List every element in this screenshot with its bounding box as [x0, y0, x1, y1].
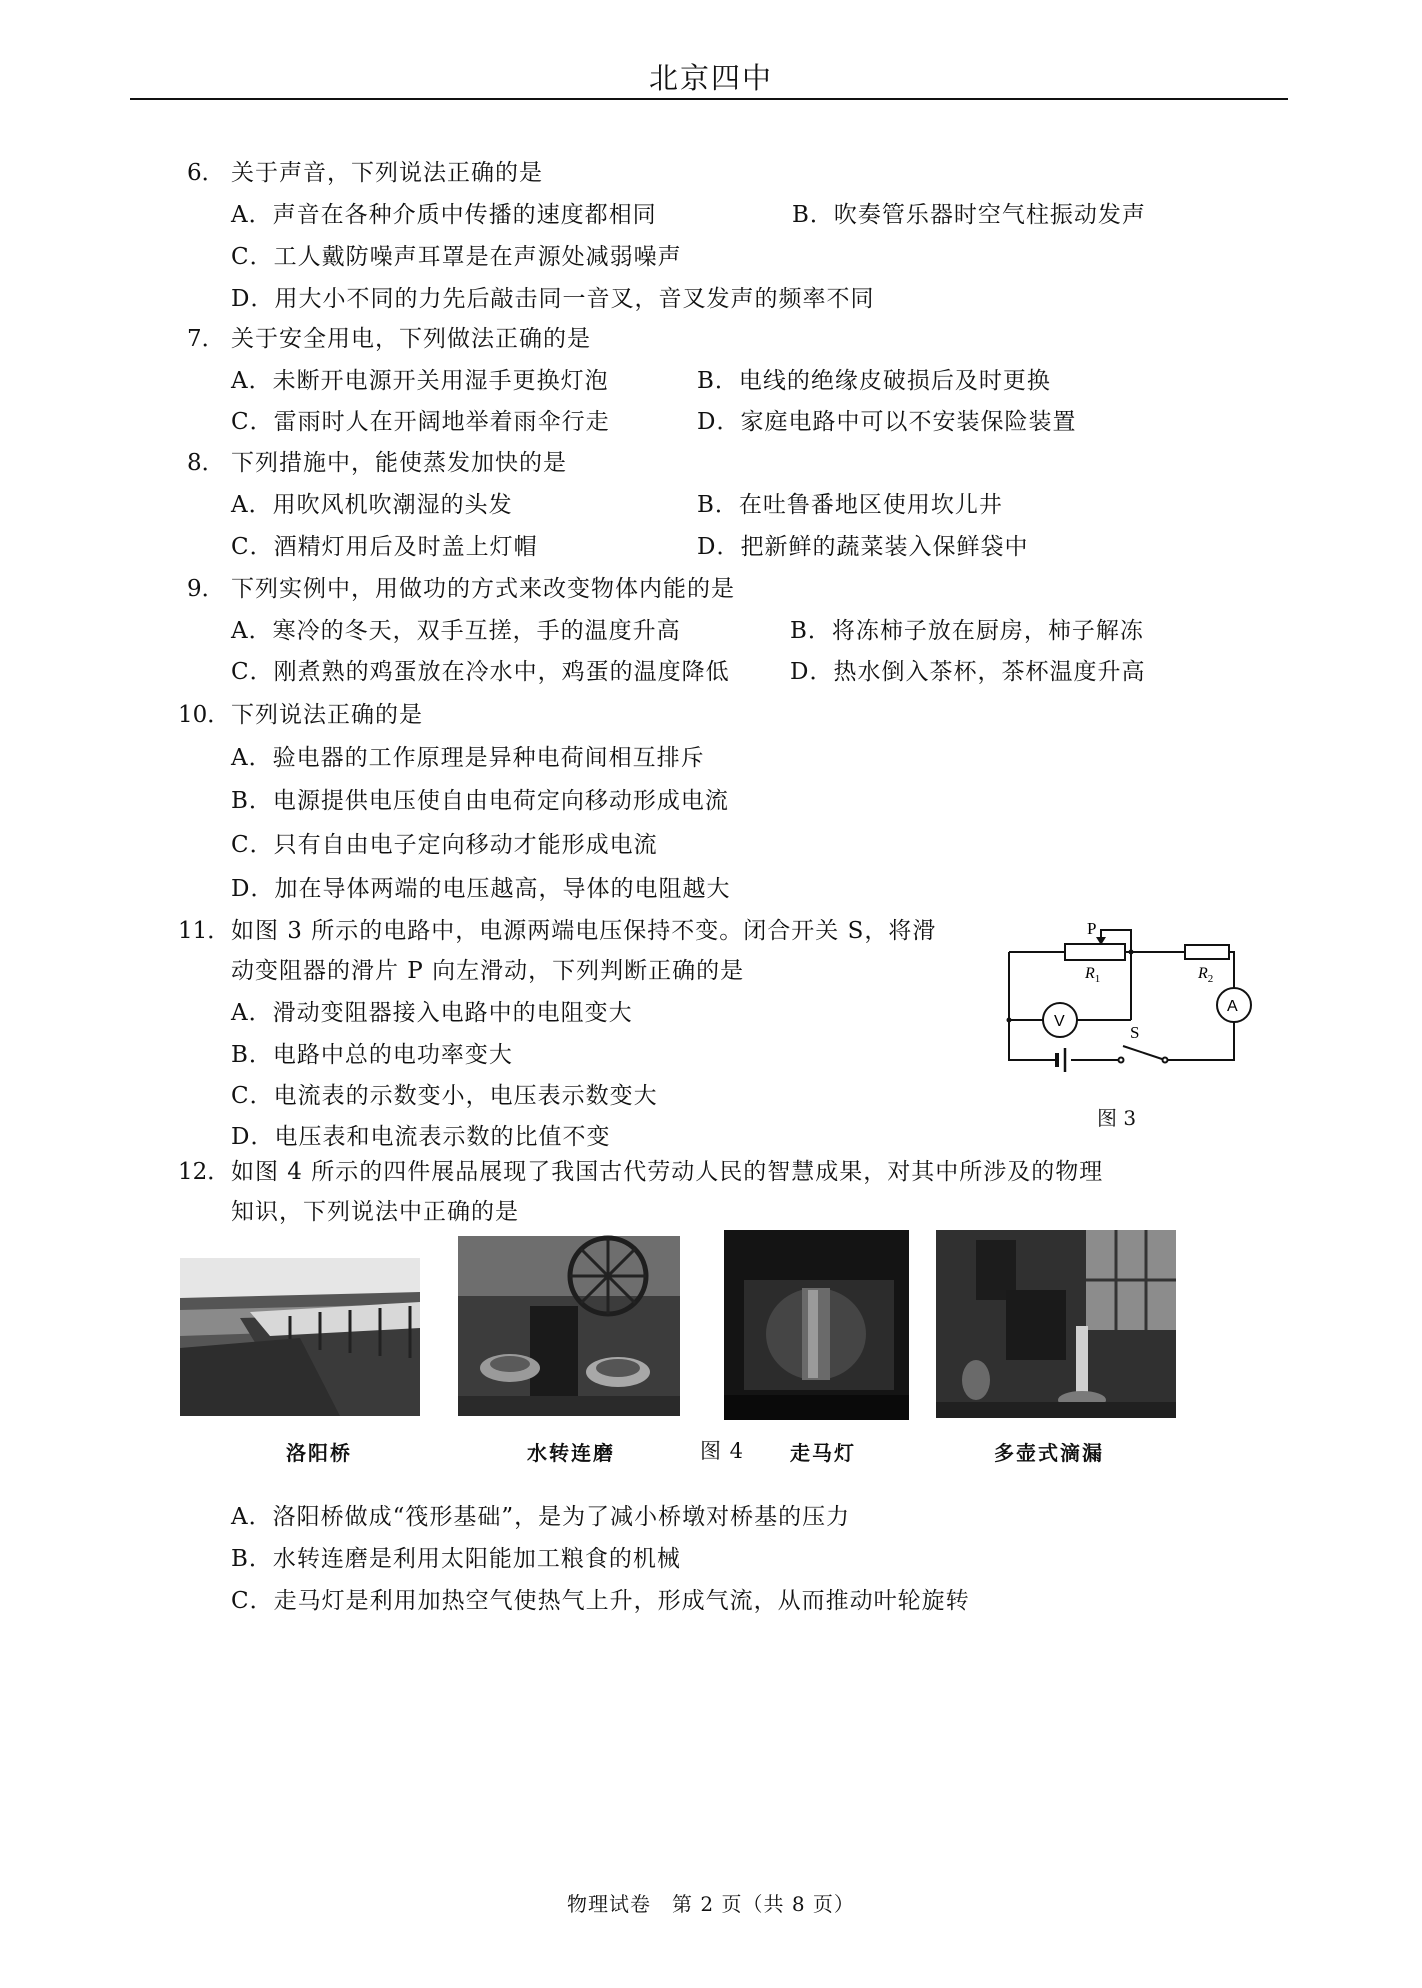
question-6-number: 6． [187, 160, 225, 186]
question-11-stem-line2: 动变阻器的滑片 P 向左滑动，下列判断正确的是 [231, 958, 745, 984]
question-9-option-d: D．热水倒入茶杯，茶杯温度升高 [790, 659, 1146, 685]
resistor-r1-label: $R_1$ [1085, 965, 1101, 985]
photo-multi-pot-water-clock [936, 1230, 1176, 1418]
page-footer: 物理试卷 第 2 页（共 8 页） [567, 1892, 855, 1916]
photo-luoyang-bridge [180, 1258, 420, 1416]
question-12-stem-line1: 如图 4 所示的四件展品展现了我国古代劳动人民的智慧成果，对其中所涉及的物理 [231, 1159, 1104, 1185]
question-9-option-a: A．寒冷的冬天，双手互搓，手的温度升高 [231, 618, 681, 644]
photo-trotting-horse-lantern [724, 1230, 909, 1420]
question-10-number: 10． [178, 702, 231, 728]
question-6-option-a: A．声音在各种介质中传播的速度都相同 [231, 202, 657, 228]
ammeter-label: A [1227, 998, 1238, 1015]
switch-label: S [1130, 1023, 1140, 1042]
figure-4-caption-luoyang-bridge: 洛阳桥 [286, 1441, 352, 1465]
question-12-option-c: C．走马灯是利用加热空气使热气上升，形成气流，从而推动叶轮旋转 [231, 1588, 970, 1614]
header-rule [130, 98, 1288, 100]
slider-p-label: P [1087, 919, 1097, 938]
question-7-option-c: C．雷雨时人在开阔地举着雨伞行走 [231, 409, 610, 435]
question-8-option-d: D．把新鲜的蔬菜装入保鲜袋中 [697, 534, 1029, 560]
question-11-option-b: B．电路中总的电功率变大 [231, 1042, 513, 1068]
question-8-option-a: A．用吹风机吹潮湿的头发 [231, 492, 513, 518]
question-7-option-b: B．电线的绝缘皮破损后及时更换 [697, 368, 1051, 394]
question-10-option-d: D．加在导体两端的电压越高，导体的电阻越大 [231, 876, 731, 902]
question-8-option-b: B．在吐鲁番地区使用坎儿井 [697, 492, 1003, 518]
question-10-option-c: C．只有自由电子定向移动才能形成电流 [231, 832, 658, 858]
question-12-number: 12． [178, 1159, 231, 1185]
question-10-stem: 下列说法正确的是 [231, 702, 423, 728]
figure-4-caption-water-clock: 多壶式滴漏 [994, 1441, 1104, 1465]
question-6-option-d: D．用大小不同的力先后敲击同一音叉，音叉发声的频率不同 [231, 286, 875, 312]
question-12-option-a: A．洛阳桥做成“筏形基础”，是为了减小桥墩对桥基的压力 [231, 1504, 851, 1530]
question-12-stem-line2: 知识，下列说法中正确的是 [231, 1199, 519, 1225]
page-header-title: 北京四中 [648, 61, 773, 95]
resistor-r2-label: $R_2$ [1198, 965, 1214, 985]
figure-4-label: 图 4 [700, 1439, 745, 1463]
question-8-option-c: C．酒精灯用后及时盖上灯帽 [231, 534, 538, 560]
question-7-number: 7． [187, 326, 225, 352]
question-6-option-c: C．工人戴防噪声耳罩是在声源处减弱噪声 [231, 244, 682, 270]
question-7-option-d: D．家庭电路中可以不安装保险装置 [697, 409, 1077, 435]
question-9-option-b: B．将冻柿子放在厨房，柿子解冻 [790, 618, 1144, 644]
figure-4-caption-lantern: 走马灯 [790, 1441, 856, 1465]
question-7-stem: 关于安全用电，下列做法正确的是 [231, 326, 591, 352]
question-8-number: 8． [187, 450, 225, 476]
question-8-stem: 下列措施中，能使蒸发加快的是 [231, 450, 567, 476]
question-10-option-b: B．电源提供电压使自由电荷定向移动形成电流 [231, 788, 729, 814]
figure-3-label: 图 3 [1097, 1106, 1137, 1130]
question-12-option-b: B．水转连磨是利用太阳能加工粮食的机械 [231, 1546, 681, 1572]
question-6-option-b: B．吹奏管乐器时空气柱振动发声 [792, 202, 1146, 228]
question-11-stem-line1: 如图 3 所示的电路中，电源两端电压保持不变。闭合开关 S，将滑 [231, 918, 937, 944]
question-11-number: 11． [178, 918, 231, 944]
figure-3-circuit-diagram [1005, 910, 1238, 1090]
question-9-number: 9． [187, 576, 225, 602]
figure-4-caption-water-mill: 水转连磨 [527, 1441, 615, 1465]
question-9-stem: 下列实例中，用做功的方式来改变物体内能的是 [231, 576, 735, 602]
question-11-option-c: C．电流表的示数变小，电压表示数变大 [231, 1083, 658, 1109]
question-7-option-a: A．未断开电源开关用湿手更换灯泡 [231, 368, 609, 394]
question-9-option-c: C．刚煮熟的鸡蛋放在冷水中，鸡蛋的温度降低 [231, 659, 730, 685]
resistor-r2 [1185, 945, 1229, 959]
question-11-option-a: A．滑动变阻器接入电路中的电阻变大 [231, 1000, 633, 1026]
resistor-r1 [1065, 944, 1125, 960]
voltmeter-label: V [1054, 1013, 1065, 1030]
photo-water-mill [458, 1236, 680, 1416]
question-10-option-a: A．验电器的工作原理是异种电荷间相互排斥 [231, 745, 705, 771]
question-11-option-d: D．电压表和电流表示数的比值不变 [231, 1124, 611, 1150]
question-6-stem: 关于声音，下列说法正确的是 [231, 160, 543, 186]
